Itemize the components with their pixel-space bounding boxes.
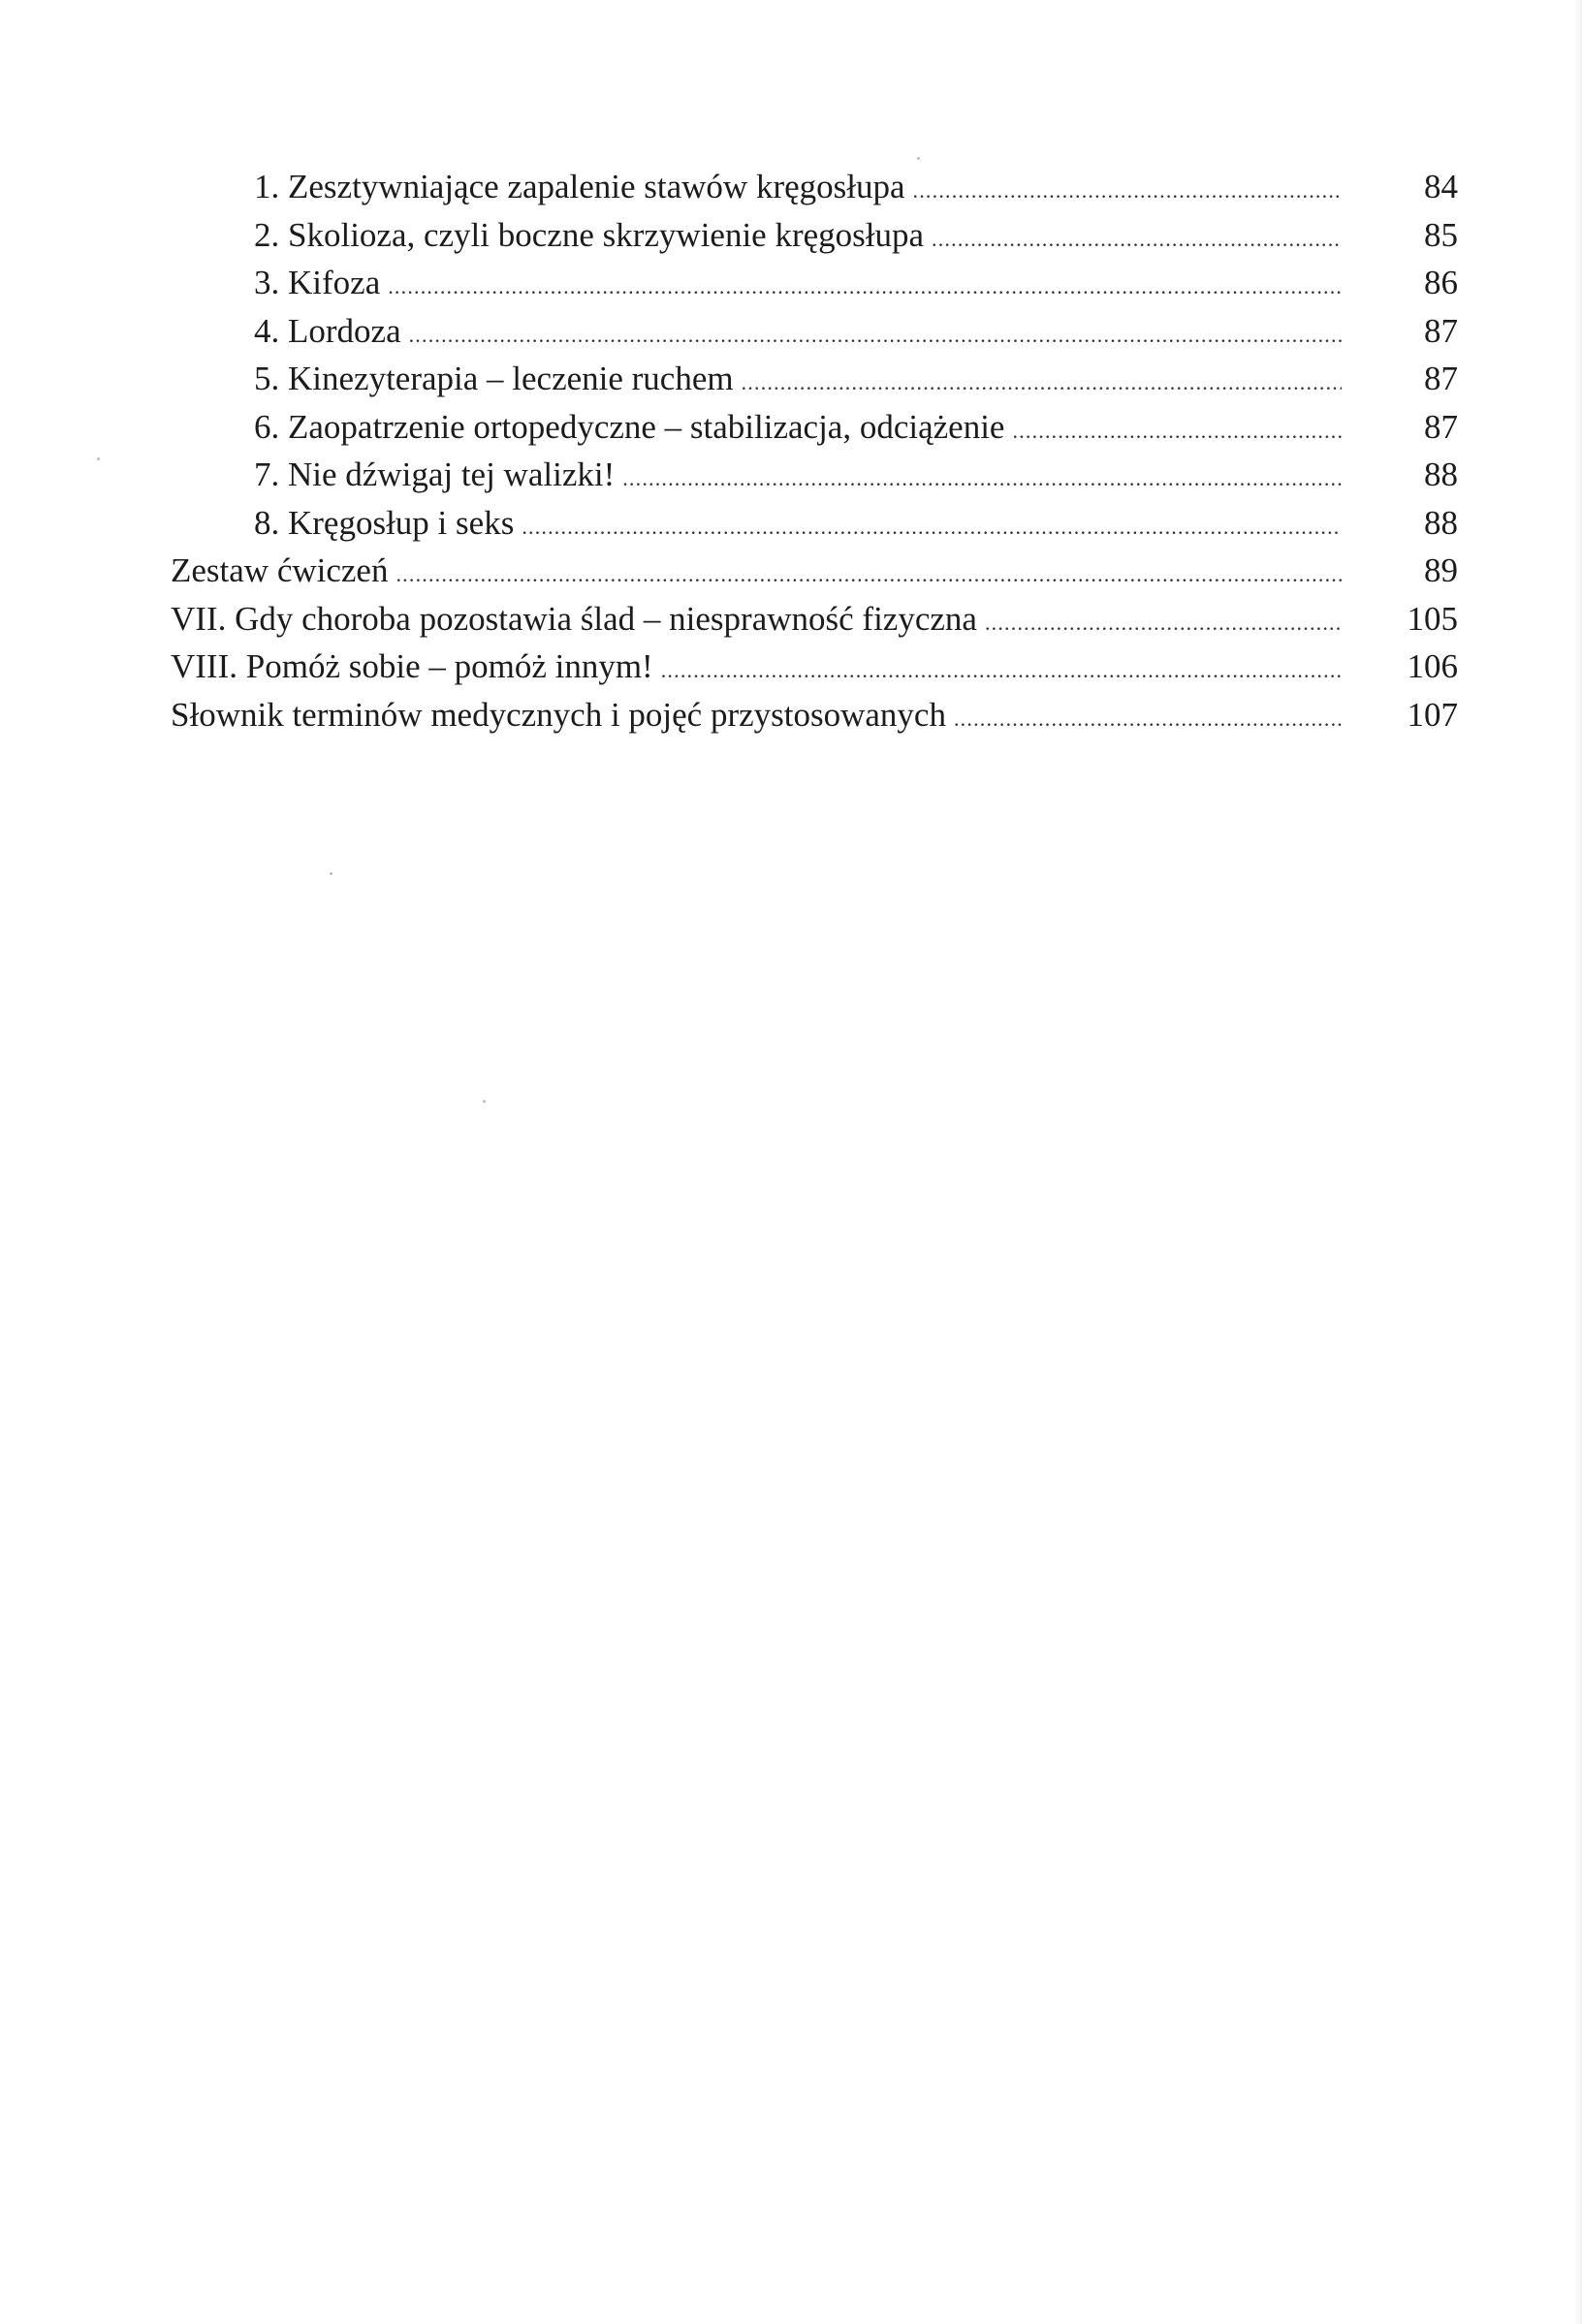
toc-entry[interactable] — [171, 259, 1458, 307]
toc-entry-number: VIII. — [171, 647, 237, 685]
toc-entry[interactable] — [171, 307, 1458, 356]
toc-page-number: 84 — [1424, 168, 1458, 205]
toc-entry[interactable] — [171, 595, 1458, 644]
toc-entry[interactable] — [171, 355, 1458, 403]
scan-speck — [97, 457, 100, 460]
dot-leader — [932, 215, 1342, 264]
dot-leader — [661, 646, 1342, 695]
toc-entry-title: Słownik terminów medycznych i pojęć przystosowanych — [171, 695, 946, 734]
toc-entry[interactable] — [171, 499, 1458, 548]
toc-entry[interactable] — [171, 691, 1458, 739]
toc-page-number: 107 — [1407, 695, 1458, 734]
dot-leader — [409, 311, 1342, 360]
toc-page-number: 89 — [1424, 551, 1458, 589]
toc-entry-title: Kifoza — [288, 264, 381, 301]
toc-entry-number: 2. — [254, 215, 280, 254]
toc-entry[interactable] — [171, 643, 1458, 691]
toc-entry[interactable] — [171, 547, 1458, 595]
toc-page-number: 87 — [1424, 407, 1458, 446]
toc-entry[interactable] — [171, 451, 1458, 499]
toc-entry-number: 3. — [254, 264, 280, 301]
toc-page-number: 88 — [1424, 503, 1458, 542]
dot-leader — [1012, 407, 1342, 455]
toc-entry[interactable] — [171, 163, 1458, 211]
toc-entry-number: 1. — [254, 168, 280, 205]
toc-entry-number: 4. — [254, 311, 280, 350]
toc-entry-title: Lordoza — [288, 311, 401, 350]
dot-leader — [913, 167, 1342, 215]
dot-leader — [522, 503, 1342, 551]
toc-page-number: 86 — [1424, 264, 1458, 301]
toc-page-number: 106 — [1407, 647, 1458, 685]
toc-entry-title: Zestaw ćwiczeń — [171, 551, 389, 589]
dot-leader — [985, 599, 1342, 647]
dot-leader — [396, 550, 1342, 599]
toc-entry-title: Skolioza, czyli boczne skrzywienie kręgosłupa — [288, 215, 925, 254]
toc-entry-number: 7. — [254, 455, 280, 493]
toc-page-number: 87 — [1424, 360, 1458, 397]
toc-entry-number: 8. — [254, 503, 280, 542]
table-of-contents — [171, 163, 1458, 738]
toc-entry-title: Kręgosłup i seks — [288, 503, 515, 542]
toc-page-number: 105 — [1407, 599, 1458, 638]
toc-entry-title: Zaopatrzenie ortopedyczne – stabilizacja, odciążenie — [288, 407, 1005, 446]
toc-entry-title: Nie dźwigaj tej walizki! — [288, 455, 616, 493]
toc-entry-number: 6. — [254, 407, 280, 446]
toc-entry-title: Gdy choroba pozostawia ślad – niesprawność fizyczna — [235, 599, 977, 638]
toc-entry[interactable] — [171, 211, 1458, 260]
scan-edge-shadow — [1574, 0, 1582, 2324]
toc-page-number: 87 — [1424, 311, 1458, 350]
toc-entry-number: VII. — [171, 599, 227, 638]
toc-entry-title: Pomóż sobie – pomóż innym! — [245, 647, 653, 685]
toc-page-number: 88 — [1424, 455, 1458, 493]
toc-entry-title: Zesztywniające zapalenie stawów kręgosłupa — [288, 168, 905, 205]
scan-speck — [330, 872, 332, 875]
toc-entry[interactable] — [171, 403, 1458, 452]
dot-leader — [954, 695, 1342, 743]
toc-entry-title: Kinezyterapia – leczenie ruchem — [288, 360, 734, 397]
dot-leader — [622, 455, 1342, 503]
toc-entry-number: 5. — [254, 360, 280, 397]
scan-speck — [483, 1100, 486, 1103]
toc-page-number: 85 — [1424, 215, 1458, 254]
scan-speck — [917, 157, 920, 160]
dot-leader — [388, 263, 1342, 311]
dot-leader — [742, 359, 1342, 407]
